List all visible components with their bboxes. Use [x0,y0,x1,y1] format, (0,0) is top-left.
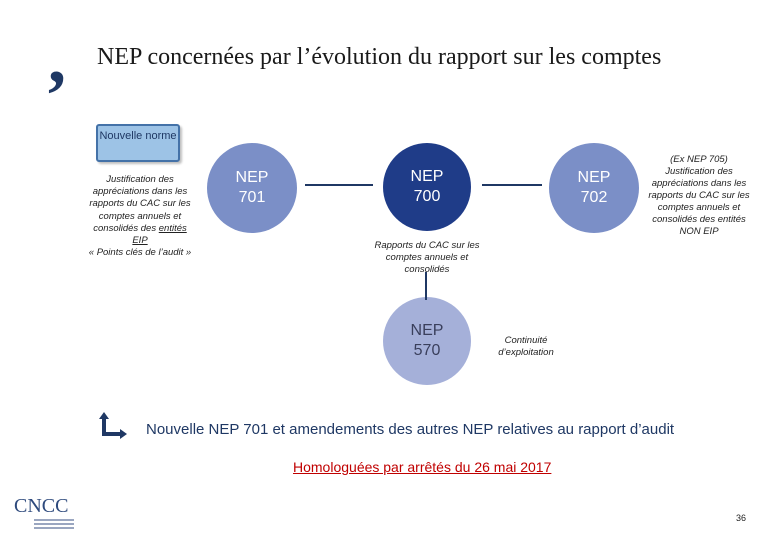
logo-text: CNCC [14,495,69,517]
node-nep-700 [383,143,471,231]
desc-text: consolidés des [93,222,157,234]
slide-title: NEP concernées par l’évolution du rapport sur les comptes [97,44,662,70]
nep570-caption: Continuité d’exploitation [498,335,554,358]
nep701-description [78,174,202,259]
nep700-caption: Rapports du CAC sur les comptes annuels et consolidés [374,240,480,275]
page-number: 36 [736,513,747,523]
desc-line [78,235,202,247]
node-label: NEP [410,322,444,339]
desc-line: Justification des [106,174,174,185]
bottom-statement: Nouvelle NEP 701 et amendements des autres NEP relatives au rapport d’audit [146,421,675,438]
node-nep-701 [207,143,297,233]
node-number: 570 [413,342,441,359]
connector-701-700 [305,184,373,186]
node-number: 700 [413,188,441,205]
nep702-caption: (Ex NEP 705) Justification des appréciations dans les rapports du CAC sur les comptes annuels et consolidés des entités NON EIP [648,154,750,237]
desc-underlined: entités [158,222,187,234]
node-number: 702 [580,189,608,206]
node-nep-702 [549,143,639,233]
node-label: NEP [235,169,269,186]
desc-line [78,223,202,235]
desc-underlined: EIP [132,235,148,247]
new-norm-banner: Nouvelle norme [96,124,180,162]
desc-line: rapports du CAC sur les [89,198,191,210]
node-nep-570 [383,297,471,385]
connector-700-570 [425,272,427,300]
desc-line: appréciations dans les [92,186,188,198]
node-label: NEP [577,169,611,186]
cncc-logo [14,496,84,536]
node-label: NEP [410,168,444,185]
homologation-note: Homologuées par arrêtés du 26 mai 2017 [293,459,552,475]
connector-700-702 [482,184,542,186]
logo-lines [34,519,74,521]
desc-line: « Points clés de l’audit » [88,247,192,259]
desc-line: comptes annuels et [98,210,182,222]
curved-arrow-icon [96,410,128,440]
node-number: 701 [238,189,266,206]
quote-mark-icon: , [48,18,66,98]
